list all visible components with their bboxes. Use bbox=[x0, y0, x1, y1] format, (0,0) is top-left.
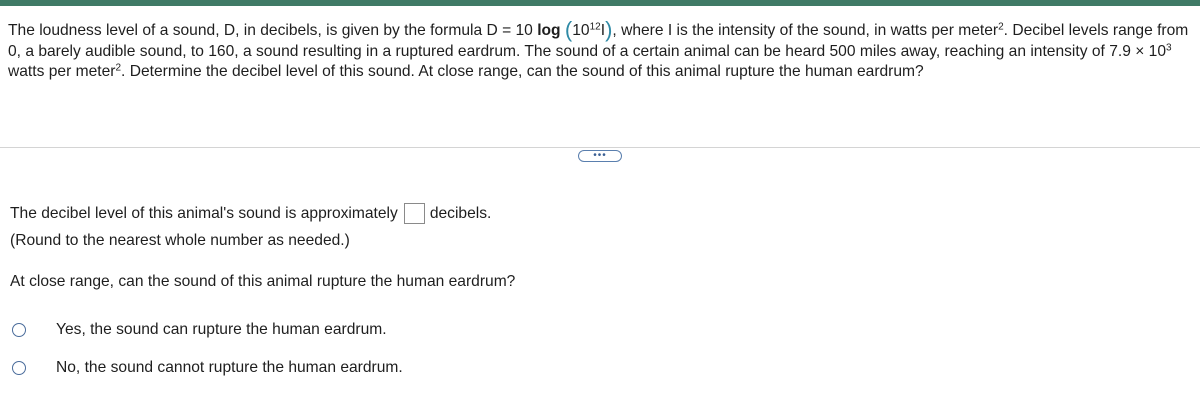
question-2-text: At close range, can the sound of this animal rupture the human eardrum? bbox=[10, 273, 516, 290]
question-part-5: . Determine the decibel level of this sound. At close range, can the sound of this animal rupture the human eardrum? bbox=[121, 63, 924, 80]
question-part-1: The loudness level of a sound, D, in decibels, is given by the formula D = 10 bbox=[8, 22, 538, 39]
radio-button-no[interactable] bbox=[12, 361, 26, 375]
option-yes[interactable] bbox=[12, 320, 387, 340]
question-text bbox=[8, 17, 1193, 83]
answer-suffix: decibels. bbox=[429, 204, 492, 222]
question-part-4: watts per meter bbox=[8, 63, 116, 80]
more-options-button[interactable]: ••• bbox=[578, 150, 622, 162]
question-part-2: , where I is the intensity of the sound, in watts per meter bbox=[612, 22, 999, 39]
log-operator: log bbox=[537, 22, 561, 39]
section-divider bbox=[0, 147, 1200, 148]
option-no-label: No, the sound cannot rupture the human eardrum. bbox=[56, 359, 403, 376]
unit-exponent-2: 2 bbox=[115, 62, 122, 74]
question-part-3: . Decibel levels range from 0, a barely audible sound, to 160, a sound resulting in a ruptured eardrum. The sound of a certain animal can be heard 500 miles away, reaching an intensity of 7.9 × 10 bbox=[8, 22, 1189, 60]
rounding-hint: (Round to the nearest whole number as needed.) bbox=[10, 232, 350, 249]
unit-exponent-1: 2 bbox=[998, 21, 1004, 33]
answer-prefix: The decibel level of this animal's sound is approximately bbox=[10, 204, 398, 222]
formula-base: 10 bbox=[572, 22, 590, 39]
option-yes-label: Yes, the sound can rupture the human eardrum. bbox=[56, 321, 387, 338]
formula-paren-close: ) bbox=[605, 17, 613, 42]
formula-variable: I bbox=[600, 22, 606, 39]
option-no[interactable] bbox=[12, 358, 403, 378]
answer-line bbox=[10, 203, 491, 224]
formula-exponent: 12 bbox=[589, 21, 601, 33]
top-accent-bar bbox=[0, 0, 1200, 6]
intensity-exponent: 3 bbox=[1166, 42, 1172, 53]
decibel-answer-input[interactable] bbox=[404, 203, 425, 224]
radio-button-yes[interactable] bbox=[12, 323, 26, 337]
formula-paren-open: ( bbox=[564, 17, 573, 42]
